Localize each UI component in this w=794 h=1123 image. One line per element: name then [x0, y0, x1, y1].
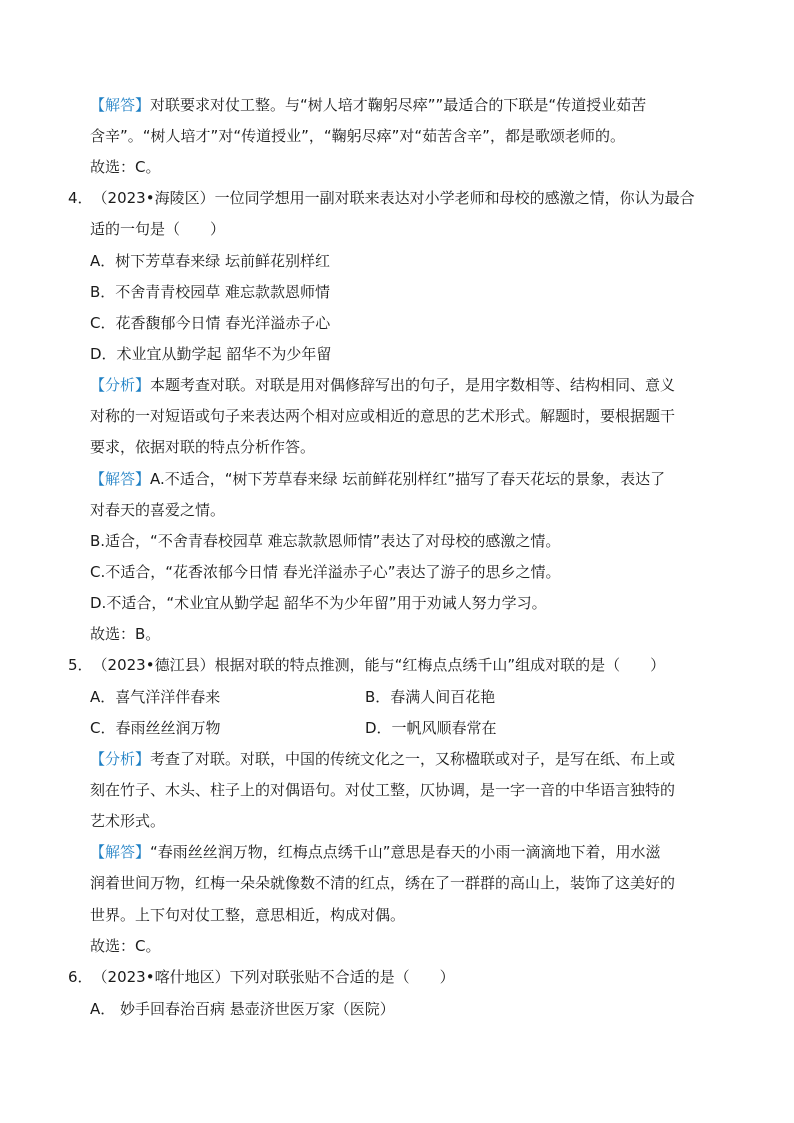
q4-analysis-line-1 [90, 375, 675, 395]
q5-analysis-line-3: 艺术形式。 [90, 812, 166, 830]
q4-analysis-text-1: 本题考查对联。对联是用对偶修辞写出的句子，是用字数相等、结构相同、意义 [150, 376, 676, 394]
q5-stem-line [68, 655, 665, 675]
q4-choose: 故选：B。 [90, 625, 161, 643]
q5-answer-text-1: “春雨丝丝润万物，红梅点点绣千山”意思是春天的小雨一滴滴地下着，用水滋 [150, 843, 661, 861]
q5-option-b: B．春满人间百花艳 [365, 688, 496, 706]
q5-option-a: A．喜气洋洋伴春来 [90, 688, 221, 706]
q4-answer-line-1 [90, 469, 665, 489]
q4-analysis-line-3: 要求，依据对联的特点分析作答。 [90, 438, 316, 456]
q5-answer-line-2: 润着世间万物，红梅一朵朵就像数不清的红点，绣在了一群群的高山上，装饰了这美好的 [90, 874, 676, 892]
q5-analysis-tag: 【分析】 [90, 750, 151, 768]
q4-stem-line-2: 适的一句是（ ） [90, 220, 226, 238]
q3-choose: 故选：C。 [90, 158, 161, 176]
q4-answer-text-1: A.不适合，“树下芳草春来绿 坛前鲜花别样红”描写了春天花坛的景象，表达了 [150, 470, 666, 488]
q5-stem-text: （2023•德江县）根据对联的特点推测，能与“红梅点点绣千山”组成对联的是（ ） [92, 656, 666, 674]
q4-analysis-tag: 【分析】 [90, 376, 151, 394]
q6-stem-line [68, 967, 455, 987]
q3-answer-tag: 【解答】 [90, 96, 151, 114]
q5-option-c: C．春雨丝丝润万物 [90, 719, 221, 737]
q4-stem-line-1 [68, 188, 695, 208]
q4-number: 4． [68, 189, 93, 207]
q5-analysis-text-1: 考查了对联。对联，中国的传统文化之一，又称楹联或对子，是写在纸、布上或 [150, 750, 676, 768]
q4-option-a: A．树下芳草春来绿 坛前鲜花别样红 [90, 252, 331, 270]
q3-answer-line-1 [90, 95, 646, 115]
q6-stem-text: （2023•喀什地区）下列对联张贴不合适的是（ ） [92, 968, 455, 986]
q4-answer-line-3: B.适合，“不舍青春校园草 难忘款款恩师情”表达了对母校的感激之情。 [90, 532, 561, 550]
q4-option-c: C．花香馥郁今日情 春光洋溢赤子心 [90, 314, 331, 332]
q4-answer-tag: 【解答】 [90, 470, 151, 488]
q5-analysis-line-2: 刻在竹子、木头、柱子上的对偶语句。对仗工整，仄协调，是一字一音的中华语言独特的 [90, 781, 676, 799]
q5-answer-line-1 [90, 842, 661, 862]
q6-number: 6． [68, 968, 93, 986]
q3-answer-text-1: 对联要求对仗工整。与“树人培才鞠躬尽瘁””最适合的下联是“传道授业茹苦 [150, 96, 647, 114]
q5-choose: 故选：C。 [90, 937, 161, 955]
q5-answer-tag: 【解答】 [90, 843, 151, 861]
q4-option-b: B．不舍青青校园草 难忘款款恩师情 [90, 283, 331, 301]
q5-analysis-line-1 [90, 749, 675, 769]
q4-answer-line-2: 对春天的喜爱之情。 [90, 501, 226, 519]
q4-answer-line-4: C.不适合，“花香浓郁今日情 春光洋溢赤子心”表达了游子的思乡之情。 [90, 563, 561, 581]
q4-answer-line-5: D.不适合，“术业宜从勤学起 韶华不为少年留”用于劝诫人努力学习。 [90, 594, 547, 612]
q5-option-d: D．一帆风顺春常在 [365, 719, 497, 737]
q4-option-d: D．术业宜从勤学起 韶华不为少年留 [90, 345, 332, 363]
q5-number: 5． [68, 656, 93, 674]
q4-stem-text-1: （2023•海陵区）一位同学想用一副对联来表达对小学老师和母校的感激之情，你认为最合 [92, 189, 695, 207]
q6-option-a: A． 妙手回春治百病 悬壶济世医万家（医院） [90, 1000, 395, 1018]
q5-answer-line-3: 世界。上下句对仗工整，意思相近，构成对偶。 [90, 906, 406, 924]
q4-analysis-line-2: 对称的一对短语或句子来表达两个相对应或相近的意思的艺术形式。解题时，要根据题干 [90, 407, 676, 425]
q3-answer-line-2: 含辛”。“树人培才”对“传道授业”，“鞠躬尽瘁”对“茹苦含辛”，都是歌颂老师的。 [90, 127, 625, 145]
